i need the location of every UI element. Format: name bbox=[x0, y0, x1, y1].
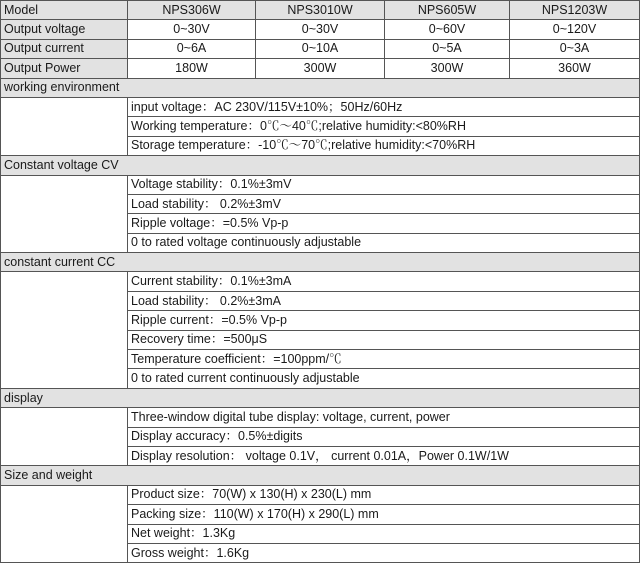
cell-value: 0~6A bbox=[128, 39, 256, 58]
model-nps1203w: NPS1203W bbox=[510, 1, 640, 20]
cell-value: 0~60V bbox=[385, 20, 510, 39]
output-voltage-row bbox=[1, 20, 640, 39]
spec-item: Load stability： 0.2%±3mV bbox=[128, 194, 640, 213]
section-display bbox=[1, 388, 640, 407]
spec-item: Recovery time：=500μS bbox=[128, 330, 640, 349]
row-label: Output Power bbox=[1, 59, 128, 78]
cell-value: 0~10A bbox=[256, 39, 385, 58]
output-current-row bbox=[1, 39, 640, 58]
spec-item: Ripple voltage：=0.5% Vp-p bbox=[128, 214, 640, 233]
model-header: Model bbox=[1, 1, 128, 20]
cell-value: 0~3A bbox=[510, 39, 640, 58]
spec-item: Voltage stability：0.1%±3mV bbox=[128, 175, 640, 194]
spec-row bbox=[1, 485, 640, 504]
spec-item: Gross weight：1.6Kg bbox=[128, 543, 640, 562]
spec-item: 0 to rated current continuously adjustable bbox=[128, 369, 640, 388]
spec-item: Current stability：0.1%±3mA bbox=[128, 272, 640, 291]
cell-value: 180W bbox=[128, 59, 256, 78]
spec-item: input voltage：AC 230V/115V±10%；50Hz/60Hz bbox=[128, 97, 640, 116]
spec-item: Net weight：1.3Kg bbox=[128, 524, 640, 543]
section-constant-voltage bbox=[1, 156, 640, 175]
spec-row bbox=[1, 175, 640, 194]
section-title: display bbox=[1, 388, 640, 407]
spec-item: Three-window digital tube display: voltage, current, power bbox=[128, 408, 640, 427]
indent-cell bbox=[1, 485, 128, 563]
spec-row bbox=[1, 272, 640, 291]
spec-row bbox=[1, 97, 640, 116]
header-row bbox=[1, 1, 640, 20]
section-working-environment bbox=[1, 78, 640, 97]
cell-value: 0~30V bbox=[256, 20, 385, 39]
spec-item: Storage temperature：-10℃～70℃;relative humidity:<70%RH bbox=[128, 136, 640, 155]
spec-item: 0 to rated voltage continuously adjustable bbox=[128, 233, 640, 252]
row-label: Output current bbox=[1, 39, 128, 58]
cell-value: 0~120V bbox=[510, 20, 640, 39]
model-nps306w: NPS306W bbox=[128, 1, 256, 20]
spec-item: Display accuracy：0.5%±digits bbox=[128, 427, 640, 446]
cell-value: 300W bbox=[256, 59, 385, 78]
model-nps3010w: NPS3010W bbox=[256, 1, 385, 20]
spec-item: Load stability： 0.2%±3mA bbox=[128, 291, 640, 310]
spec-item: Working temperature：0℃～40℃;relative humidity:<80%RH bbox=[128, 117, 640, 136]
model-nps605w: NPS605W bbox=[385, 1, 510, 20]
cell-value: 360W bbox=[510, 59, 640, 78]
spec-item: Temperature coefficient：=100ppm/℃ bbox=[128, 350, 640, 369]
indent-cell bbox=[1, 97, 128, 155]
row-label: Output voltage bbox=[1, 20, 128, 39]
spec-row bbox=[1, 408, 640, 427]
spec-item: Product size：70(W) x 130(H) x 230(L) mm bbox=[128, 485, 640, 504]
spec-item: Display resolution： voltage 0.1V， current 0.01A，Power 0.1W/1W bbox=[128, 446, 640, 465]
section-constant-current bbox=[1, 253, 640, 272]
indent-cell bbox=[1, 175, 128, 253]
section-title: Size and weight bbox=[1, 466, 640, 485]
section-title: Constant voltage CV bbox=[1, 156, 640, 175]
section-title: working environment bbox=[1, 78, 640, 97]
indent-cell bbox=[1, 408, 128, 466]
section-size-weight bbox=[1, 466, 640, 485]
cell-value: 300W bbox=[385, 59, 510, 78]
section-title: constant current CC bbox=[1, 253, 640, 272]
output-power-row bbox=[1, 59, 640, 78]
spec-item: Ripple current：=0.5% Vp-p bbox=[128, 311, 640, 330]
cell-value: 0~5A bbox=[385, 39, 510, 58]
cell-value: 0~30V bbox=[128, 20, 256, 39]
indent-cell bbox=[1, 272, 128, 388]
spec-item: Packing size：110(W) x 170(H) x 290(L) mm bbox=[128, 505, 640, 524]
